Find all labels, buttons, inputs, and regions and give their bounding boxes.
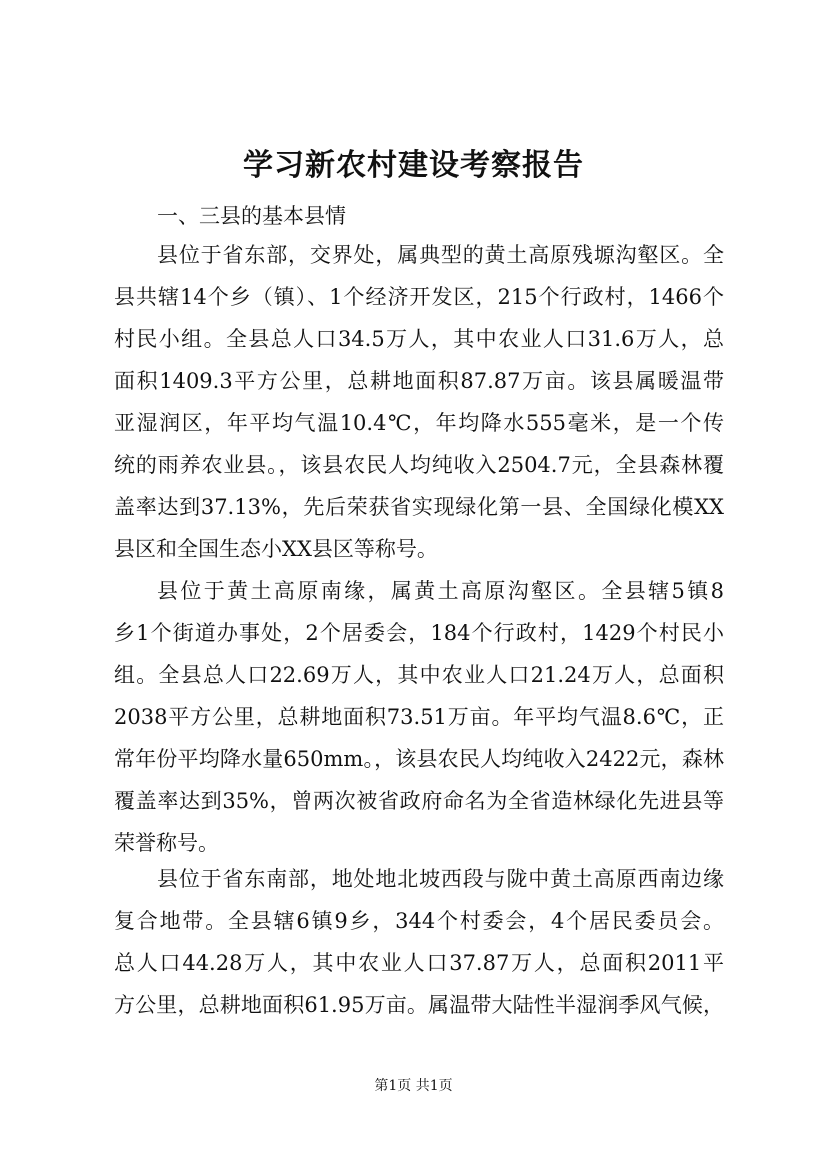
paragraph-2-line-5: 常年份平均降水量650mm。，该县农民人均纯收入2422元，森林	[114, 747, 724, 771]
paragraph-3-line-2: 复合地带。全县辖6镇9乡，344个村委会，4个居民委员会。	[114, 909, 724, 933]
paragraph-1-line-8: 县区和全国生态小XX县区等称号。	[114, 537, 438, 561]
paragraph-1-line-5: 亚湿润区，年平均气温10.4℃，年均降水555毫米，是一个传	[114, 411, 724, 435]
paragraph-3-line-4: 方公里，总耕地面积61.95万亩。属温带大陆性半湿润季风气候，	[114, 993, 724, 1017]
paragraph-2-line-4: 2038平方公里，总耕地面积73.51万亩。年平均气温8.6℃，正	[114, 705, 724, 729]
document-title: 学习新农村建设考察报告	[243, 148, 584, 183]
paragraph-2-line-7: 荣誉称号。	[114, 831, 219, 855]
paragraph-1-line-2: 县共辖14个乡（镇）、1个经济开发区，215个行政村，1466个	[114, 285, 724, 309]
paragraph-3-line-1: 县位于省东南部，地处地北坡西段与陇中黄土高原西南边缘	[157, 867, 724, 891]
paragraph-2-line-6: 覆盖率达到35%，曾两次被省政府命名为全省造林绿化先进县等	[114, 789, 724, 813]
paragraph-2-line-3: 组。全县总人口22.69万人，其中农业人口21.24万人，总面积	[114, 663, 724, 687]
page-footer: 第1页 共1页	[374, 1078, 453, 1094]
paragraph-1-line-6: 统的雨养农业县。，该县农民人均纯收入2504.7元，全县森林覆	[114, 453, 724, 477]
paragraph-3-line-3: 总人口44.28万人，其中农业人口37.87万人，总面积2011平	[114, 951, 724, 975]
paragraph-1-line-4: 面积1409.3平方公里，总耕地面积87.87万亩。该县属暖温带	[114, 369, 724, 393]
paragraph-2-line-2: 乡1个街道办事处，2个居委会，184个行政村，1429个村民小	[114, 621, 724, 645]
section-heading: 一、三县的基本县情	[157, 204, 346, 228]
paragraph-1-line-3: 村民小组。全县总人口34.5万人，其中农业人口31.6万人，总	[114, 327, 724, 351]
paragraph-1-line-7: 盖率达到37.13%，先后荣获省实现绿化第一县、全国绿化模XX	[114, 495, 724, 519]
paragraph-1-line-1: 县位于省东部，交界处，属典型的黄土高原残塬沟壑区。全	[157, 243, 724, 267]
paragraph-2-line-1: 县位于黄土高原南缘，属黄土高原沟壑区。全县辖5镇8	[157, 579, 724, 603]
